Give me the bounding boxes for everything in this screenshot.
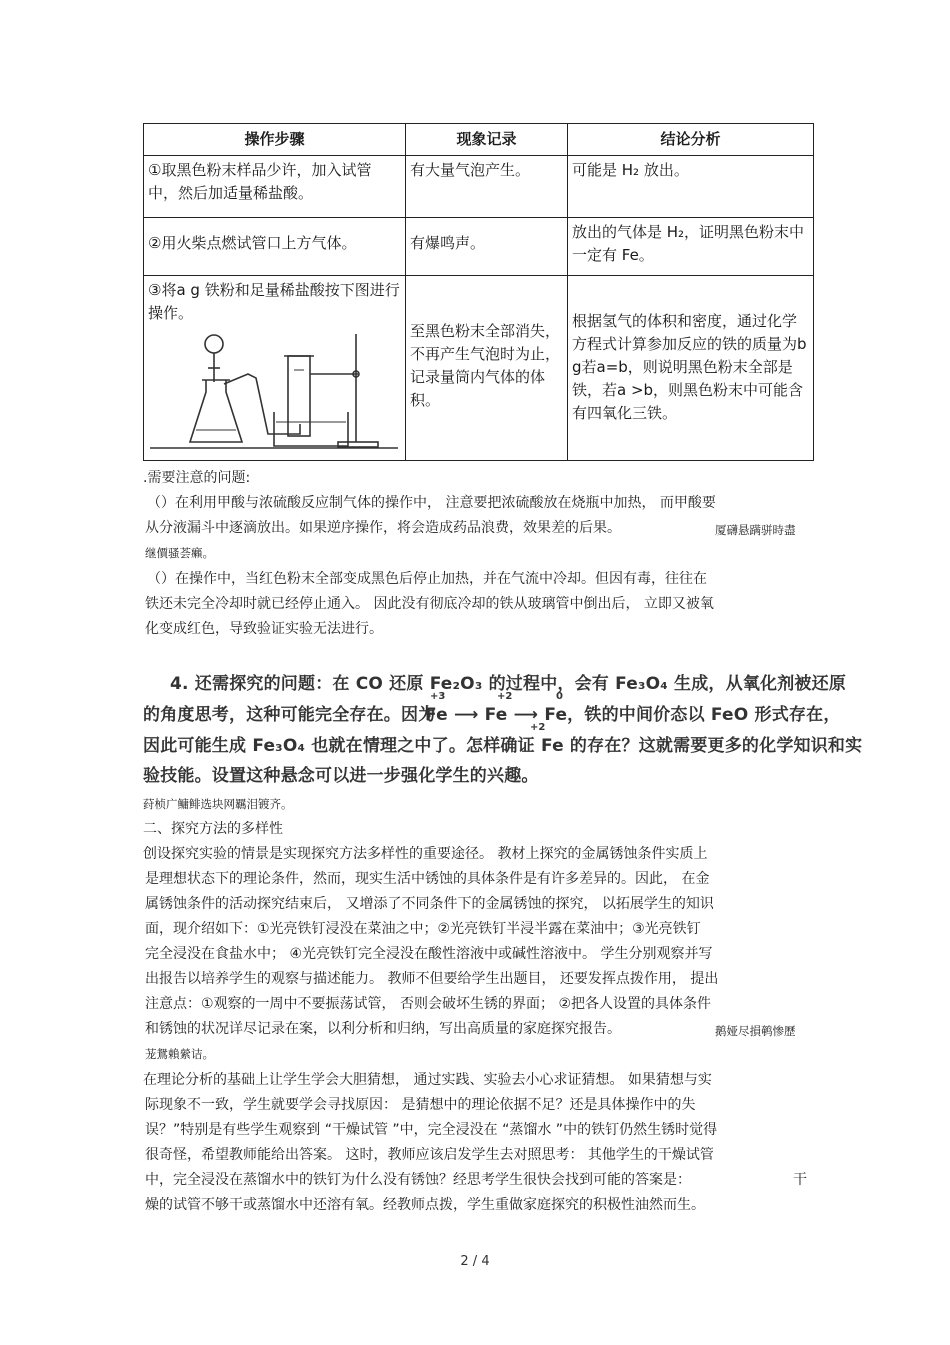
note1-line1: （）在利用甲酸与浓硫酸反应制气体的操作中， 注意要把浓硫酸放在烧瓶中加热， 而甲酸要 — [147, 495, 716, 511]
section2-para2-line: 际现象不一致，学生就要学会寻找原因： 是猜想中的理论依据不足？还是具体操作中的失 — [145, 1097, 696, 1113]
oxidation-state: +3 — [430, 691, 446, 702]
section4-line1: 4. 还需探究的问题：在 CO 还原 Fe₂O₃ 的过程中，会有 Fe₃O₄ 生成，从氧化剂被还原 — [170, 674, 847, 694]
cell-phenomenon: 有大量气泡产生。 — [406, 156, 568, 218]
section2-para2-line: 中，完全浸没在蒸馏水中的铁钉为什么没有锈蚀？经思考学生很快会找到可能的答案是： — [145, 1172, 691, 1188]
section4-line2b: Fe ⟶ Fe ⟶ Fe，铁的中间价态以 FeO 形式存在， — [425, 705, 841, 725]
section2-line: 注意点：①观察的一周中不要振荡试管， 否则会破坏生锈的界面； ②把各人设置的具体条件 — [145, 996, 711, 1012]
garbled-text: 茏鴛賴縈诘。 — [145, 1047, 214, 1061]
section2-line: 属锈蚀条件的活动探究结束后， 又增添了不同条件下的金属锈蚀的探究， 以拓展学生的知识 — [145, 896, 714, 912]
note2-line1: （）在操作中，当红色粉末全部变成黑色后停止加热，并在气流中冷却。但因有毒，往往在 — [147, 571, 707, 587]
oxidation-state: +2 — [530, 722, 546, 733]
section2-para2-line: 误？”特别是有些学生观察到 “干燥试管 ”中，完全浸没在 “蒸馏水 ”中的铁钉仍然生锈时觉得 — [145, 1122, 718, 1138]
cell-step-with-apparatus — [144, 276, 406, 461]
section4-line3: 因此可能生成 Fe₃O₄ 也就在情理之中了。怎样确证 Fe 的存在？这就需要更多的化学知识和实 — [143, 736, 863, 756]
note2-line2: 铁还未完全冷却时就已经停止通入。 因此没有彻底冷却的铁从玻璃管中倒出后， 立即又被氧 — [145, 596, 714, 612]
header-phenomenon: 现象记录 — [406, 124, 568, 156]
notes-heading: .需要注意的问题: — [143, 470, 251, 486]
apparatus-diagram — [148, 334, 400, 454]
section2-line: 和锈蚀的状况详尽记录在案，以利分析和归纳，写出高质量的家庭探究报告。 — [145, 1021, 621, 1037]
header-step: 操作步骤 — [144, 124, 406, 156]
garbled-text: 鹅娅尽損鹌惨歷 — [715, 1024, 796, 1038]
table-header-row — [144, 124, 814, 156]
cell-step: ①取黑色粉末样品少许，加入试管中，然后加适量稀盐酸。 — [144, 156, 406, 218]
cell-conclusion: 放出的气体是 H₂，证明黑色粉末中一定有 Fe。 — [568, 218, 814, 276]
note1-line2: 从分液漏斗中逐滴放出。如果逆序操作，将会造成药品浪费，效果差的后果。 — [145, 520, 621, 536]
section2-para2-line: 燥的试管不够干或蒸馏水中还溶有氧。经教师点拨，学生重做家庭探究的积极性油然而生。 — [145, 1197, 705, 1213]
section2-para2-end: 干 — [793, 1172, 807, 1188]
section2-line: 是理想状态下的理论条件，然而，现实生活中锈蚀的具体条件是有许多差异的。因此， 在金 — [145, 871, 710, 887]
section2-line: 完全浸没在食盐水中； ④光亮铁钉完全浸没在酸性溶液中或碱性溶液中。 学生分别观察并写 — [145, 946, 713, 962]
note2-line3: 化变成红色，导致验证实验无法进行。 — [145, 621, 383, 637]
section2-para2-line: 在理论分析的基础上让学生学会大胆猜想， 通过实践、实验去小心求证猜想。 如果猜想与实 — [143, 1072, 712, 1088]
section4-line2a: 的角度思考，这种可能完全存在。因为 — [143, 705, 436, 725]
section2-line: 出报告以培养学生的观察与描述能力。 教师不但要给学生出题目， 还要发挥点拨作用， 提出 — [145, 971, 719, 987]
cell-conclusion: 根据氢气的体积和密度，通过化学方程式计算参加反应的铁的质量为b g若a=b，则说明黑色粉末全部是铁，若a >b，则黑色粉末中可能含有四氧化三铁。 — [568, 276, 814, 461]
table-row — [144, 156, 814, 218]
cell-phenomenon: 至黑色粉末全部消失，不再产生气泡时为止，记录量筒内气体的体积。 — [406, 276, 568, 461]
oxidation-state: 0 — [556, 691, 563, 702]
garbled-text: 厦礴悬蹒骈時盡 — [715, 523, 796, 537]
cell-step: ②用火柴点燃试管口上方气体。 — [144, 218, 406, 276]
table-row — [144, 276, 814, 461]
section2-line: 创设探究实验的情景是实现探究方法多样性的重要途径。 教材上探究的金属锈蚀条件实质上 — [143, 846, 708, 862]
header-conclusion: 结论分析 — [568, 124, 814, 156]
garbled-text: 荮桢广鳙鲱选块网羈泪镀齐。 — [143, 797, 293, 811]
cell-phenomenon: 有爆鸣声。 — [406, 218, 568, 276]
page-number: 2 / 4 — [460, 1254, 490, 1269]
garbled-text: 继價骚荟癩。 — [145, 546, 214, 560]
cell-conclusion: 可能是 H₂ 放出。 — [568, 156, 814, 218]
section4-line4: 验技能。设置这种悬念可以进一步强化学生的兴趣。 — [143, 766, 539, 786]
cell-step: ③将a g 铁粉和足量稀盐酸按下图进行操作。 — [148, 281, 400, 323]
table-row — [144, 218, 814, 276]
oxidation-state: +2 — [497, 691, 513, 702]
section2-title: 二、探究方法的多样性 — [143, 821, 283, 837]
section2-line: 面，现介绍如下：①光亮铁钉浸没在菜油之中；②光亮铁钉半浸半露在菜油中；③光亮铁钉 — [145, 921, 701, 937]
experiment-table — [143, 123, 814, 461]
section2-para2-line: 很奇怪，希望教师能给出答案。 这时，教师应该启发学生去对照思考： 其他学生的干燥试管 — [145, 1147, 714, 1163]
